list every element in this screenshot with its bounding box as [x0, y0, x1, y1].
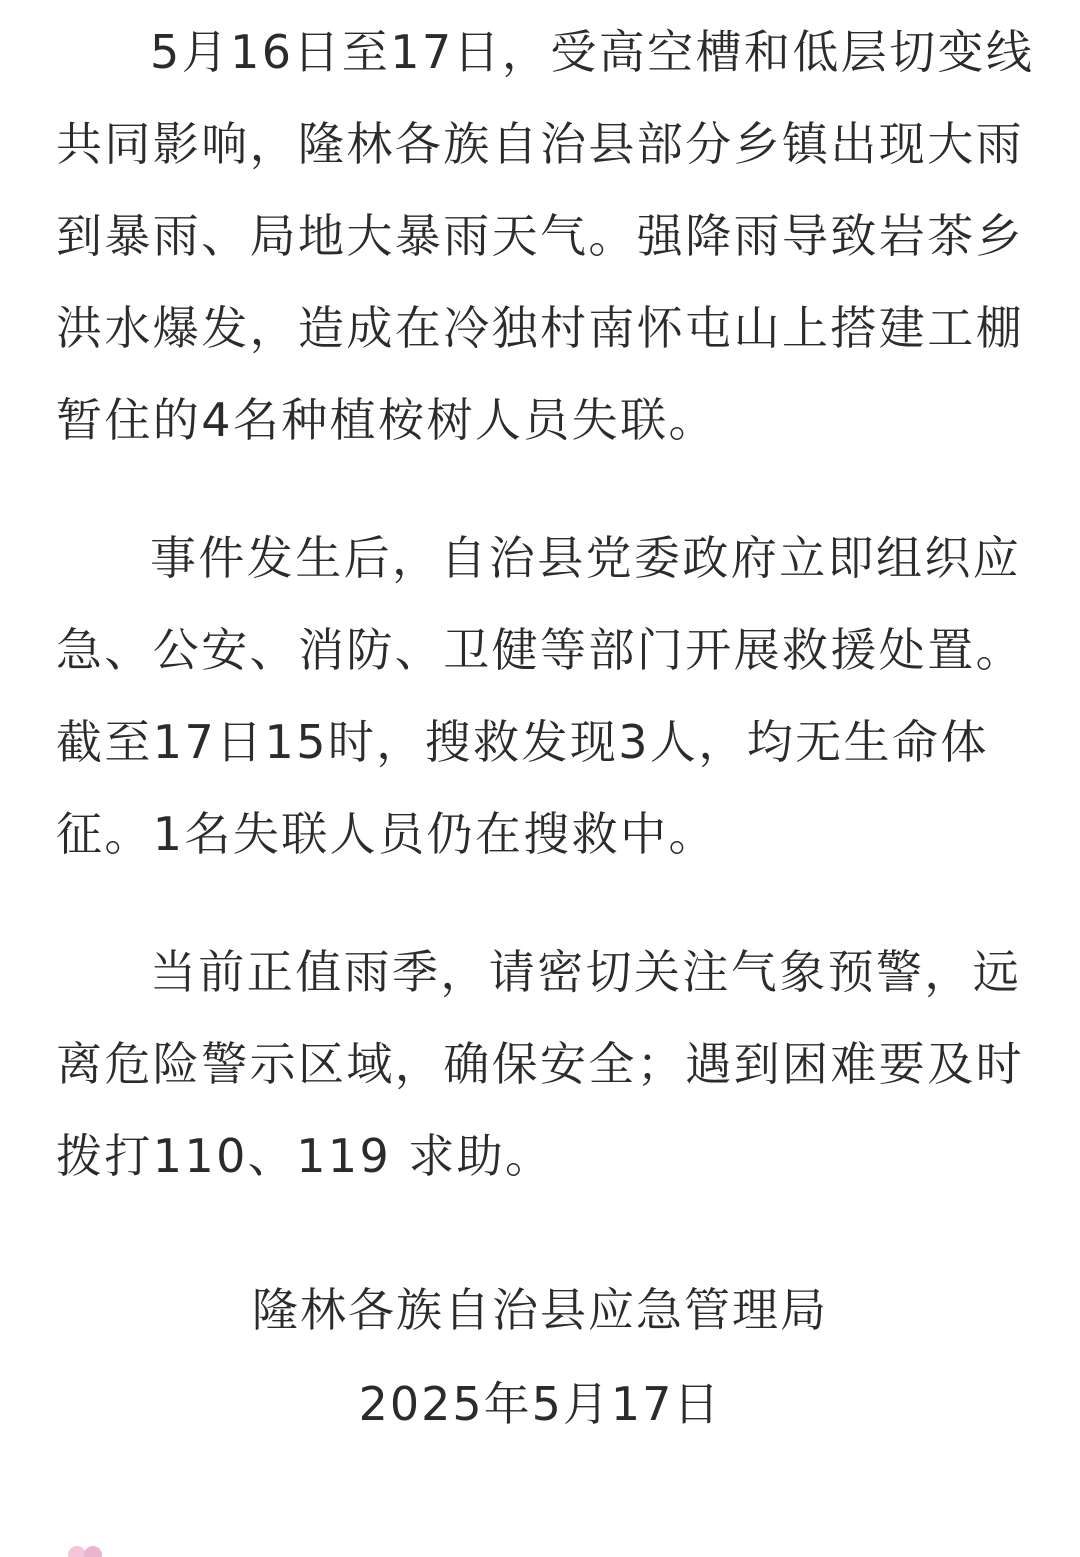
- paragraph-2-line-3: 截至17日15时，搜救发现3人，均无生命体: [56, 715, 989, 769]
- paragraph-1-line-3: 到暴雨、局地大暴雨天气。强降雨导致岩茶乡: [56, 209, 1024, 263]
- decoration-sticker: [60, 1540, 120, 1557]
- paragraph-1-line-5: 暂住的4名种植桉树人员失联。: [56, 393, 717, 447]
- paragraph-2-line-4: 征。1名失联人员仍在搜救中。: [56, 807, 717, 861]
- paragraph-1-line-1: 5月16日至17日，受高空槽和低层切变线: [150, 25, 1035, 79]
- paragraph-2-line-2: 急、公安、消防、卫健等部门开展救援处置。: [56, 623, 1024, 677]
- paragraph-3-line-2: 离危险警示区域，确保安全；遇到困难要及时: [56, 1037, 1024, 1091]
- signature-org: 隆林各族自治县应急管理局: [252, 1283, 828, 1337]
- paragraph-3-line-1: 当前正值雨季，请密切关注气象预警，远: [150, 945, 1022, 999]
- signature-date: 2025年5月17日: [358, 1377, 722, 1431]
- paragraph-1-line-2: 共同影响，隆林各族自治县部分乡镇出现大雨: [56, 117, 1024, 171]
- paragraph-2-line-1: 事件发生后，自治县党委政府立即组织应: [150, 531, 1022, 585]
- paragraph-3-line-3: 拨打110、119 求助。: [56, 1129, 554, 1183]
- paragraph-1-line-4: 洪水爆发，造成在冷独村南怀屯山上搭建工棚: [56, 301, 1024, 355]
